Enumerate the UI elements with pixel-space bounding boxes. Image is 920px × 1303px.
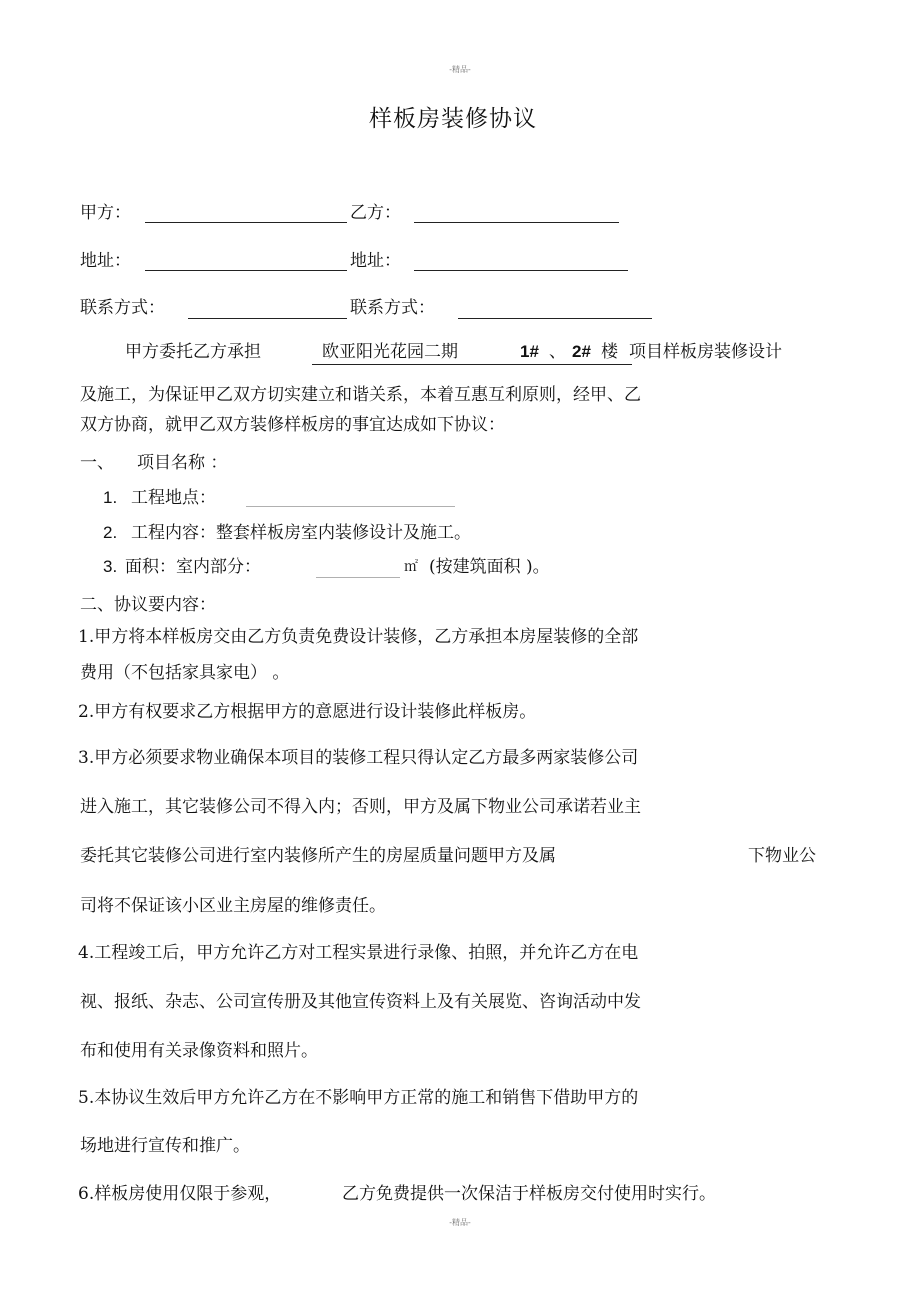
party-b-label: 乙方： [350, 203, 401, 223]
header-mark: -精品- [449, 65, 471, 74]
clause-4-line-3: 布和使用有关录像资料和照片。 [80, 1041, 318, 1061]
party-b-field[interactable] [414, 222, 619, 223]
clause-1-line-2: 费用（不包括家具家电） 。 [80, 663, 290, 683]
item-2-number: 2. [103, 523, 118, 542]
intro-building-2: 2# [572, 342, 591, 361]
clause-5-line-2: 场地进行宣传和推广。 [80, 1136, 250, 1156]
contact-b-field[interactable] [458, 318, 652, 319]
item-1-text: 工程地点： [131, 488, 216, 508]
address-a-label: 地址： [80, 251, 131, 271]
intro-line-2: 及施工，为保证甲乙双方切实建立和谐关系，本着互惠互利原则，经甲、乙 [80, 385, 641, 405]
project-underline [312, 364, 632, 365]
item-1-number: 1. [103, 488, 118, 507]
intro-separator: 、 [549, 342, 566, 362]
section-2-heading: 二、协议要内容： [80, 595, 216, 615]
intro-prefix: 甲方委托乙方承担 [125, 342, 261, 362]
item-2-text: 工程内容：整套样板房室内装修设计及施工。 [131, 523, 471, 543]
item-3-text: 面积：室内部分： [125, 557, 261, 577]
clause-3-line-3: 委托其它装修公司进行室内装修所产生的房屋质量问题甲方及属 [80, 846, 556, 866]
intro-building-word: 楼 [601, 342, 618, 362]
contact-a-field[interactable] [188, 318, 347, 319]
clause-4-line-2: 视、报纸、杂志、公司宣传册及其他宣传资料上及有关展览、咨询活动中发 [80, 992, 641, 1012]
area-unit: ㎡ [404, 559, 418, 575]
party-a-field[interactable] [145, 222, 347, 223]
intro-suffix: 项目样板房装修设计 [629, 342, 782, 362]
clause-3-line-4: 司将不保证该小区业主房屋的维修责任。 [80, 896, 386, 916]
area-note: (按建筑面积 )。 [429, 557, 550, 577]
clause-1-line-1: 1.甲方将本样板房交由乙方负责免费设计装修，乙方承担本房屋装修的全部 [78, 627, 639, 647]
address-b-label: 地址： [350, 251, 401, 271]
item-3-number: 3. [103, 557, 118, 576]
party-a-label: 甲方： [80, 203, 131, 223]
address-a-field[interactable] [145, 270, 347, 271]
contact-b-label: 联系方式： [350, 298, 435, 318]
footer-mark: -精品- [449, 1218, 471, 1227]
project-location-field[interactable] [246, 506, 455, 507]
clause-3-line-3-end: 下物业公 [748, 846, 816, 866]
clause-2: 2.甲方有权要求乙方根据甲方的意愿进行设计装修此样板房。 [78, 702, 537, 722]
intro-project-name: 欧亚阳光花园二期 [322, 342, 458, 362]
intro-building-1: 1# [520, 342, 539, 361]
section-1-heading: 项目名称 ： [137, 453, 228, 473]
clause-6-part-1: 6.样板房使用仅限于参观， [78, 1184, 282, 1204]
contact-a-label: 联系方式： [80, 298, 165, 318]
document-title: 样板房装修协议 [369, 106, 537, 132]
area-field[interactable] [316, 577, 400, 578]
clause-3-line-1: 3.甲方必须要求物业确保本项目的装修工程只得认定乙方最多两家装修公司 [78, 748, 639, 768]
intro-line-3: 双方协商，就甲乙双方装修样板房的事宜达成如下协议： [80, 415, 505, 435]
clause-5-line-1: 5.本协议生效后甲方允许乙方在不影响甲方正常的施工和销售下借助甲方的 [78, 1088, 639, 1108]
clause-3-line-2: 进入施工，其它装修公司不得入内；否则，甲方及属下物业公司承诺若业主 [80, 797, 641, 817]
clause-4-line-1: 4.工程竣工后，甲方允许乙方对工程实景进行录像、拍照，并允许乙方在电 [78, 943, 639, 963]
address-b-field[interactable] [414, 270, 628, 271]
section-1-number: 一、 [80, 453, 114, 473]
clause-6-part-2: 乙方免费提供一次保洁于样板房交付使用时实行。 [342, 1184, 716, 1204]
